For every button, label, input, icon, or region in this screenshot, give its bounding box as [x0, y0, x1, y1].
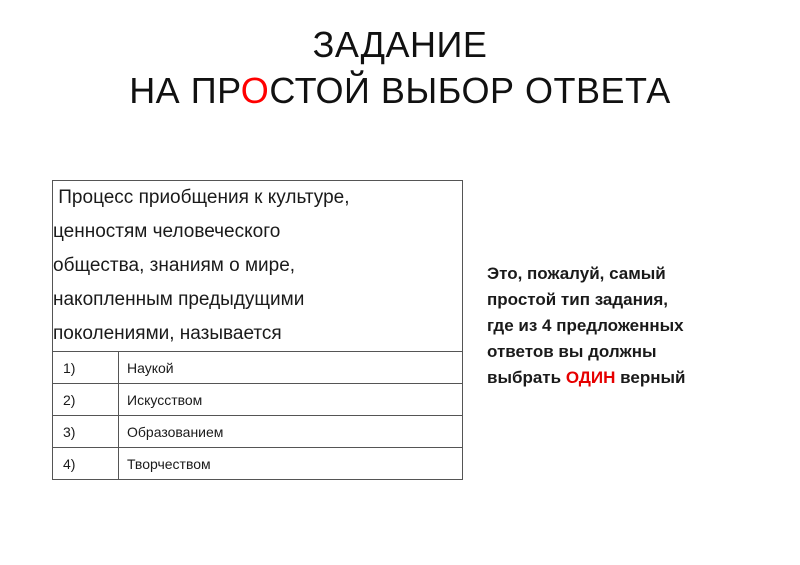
- note-line-4: ответов вы должны: [487, 342, 657, 361]
- option-number: 1): [53, 352, 119, 384]
- title-accent-letter: О: [240, 70, 270, 111]
- question-line-5: поколениями, называется: [53, 323, 282, 344]
- question-line-2: ценностям человеческого: [53, 221, 281, 242]
- option-text[interactable]: Творчеством: [119, 448, 463, 480]
- option-number: 2): [53, 384, 119, 416]
- slide-title: [0, 22, 800, 114]
- note-line-1: Это, пожалуй, самый: [487, 264, 666, 283]
- option-number: 4): [53, 448, 119, 480]
- option-row-1[interactable]: [53, 352, 463, 384]
- option-number: 3): [53, 416, 119, 448]
- note-line-3: где из 4 предложенных: [487, 316, 684, 335]
- note-line-5-prefix: выбрать: [487, 368, 566, 387]
- option-row-3[interactable]: [53, 416, 463, 448]
- question-line-1: Процесс приобщения к культуре,: [53, 187, 350, 208]
- title-line-2: [0, 68, 800, 114]
- question-row: [53, 181, 463, 352]
- option-text[interactable]: Образованием: [119, 416, 463, 448]
- note-line-5-suffix: верный: [615, 368, 686, 387]
- question-line-3: общества, знаниям о мире,: [53, 255, 296, 276]
- option-text[interactable]: Искусством: [119, 384, 463, 416]
- title-line-1: ЗАДАНИЕ: [312, 24, 488, 65]
- question-line-4: накопленным предыдущими: [53, 289, 305, 310]
- option-row-4[interactable]: [53, 448, 463, 480]
- option-text[interactable]: Наукой: [119, 352, 463, 384]
- title-line-2-prefix: НА ПР: [129, 70, 241, 111]
- note-line-5: [487, 365, 787, 391]
- title-line-2-suffix: СТОЙ ВЫБОР ОТВЕТА: [269, 70, 671, 111]
- note-line-2: простой тип задания,: [487, 290, 668, 309]
- note-accent-word: ОДИН: [565, 368, 616, 387]
- explanation-note: [487, 261, 787, 391]
- option-row-2[interactable]: [53, 384, 463, 416]
- quiz-table: [52, 180, 463, 480]
- question-cell: [53, 181, 463, 352]
